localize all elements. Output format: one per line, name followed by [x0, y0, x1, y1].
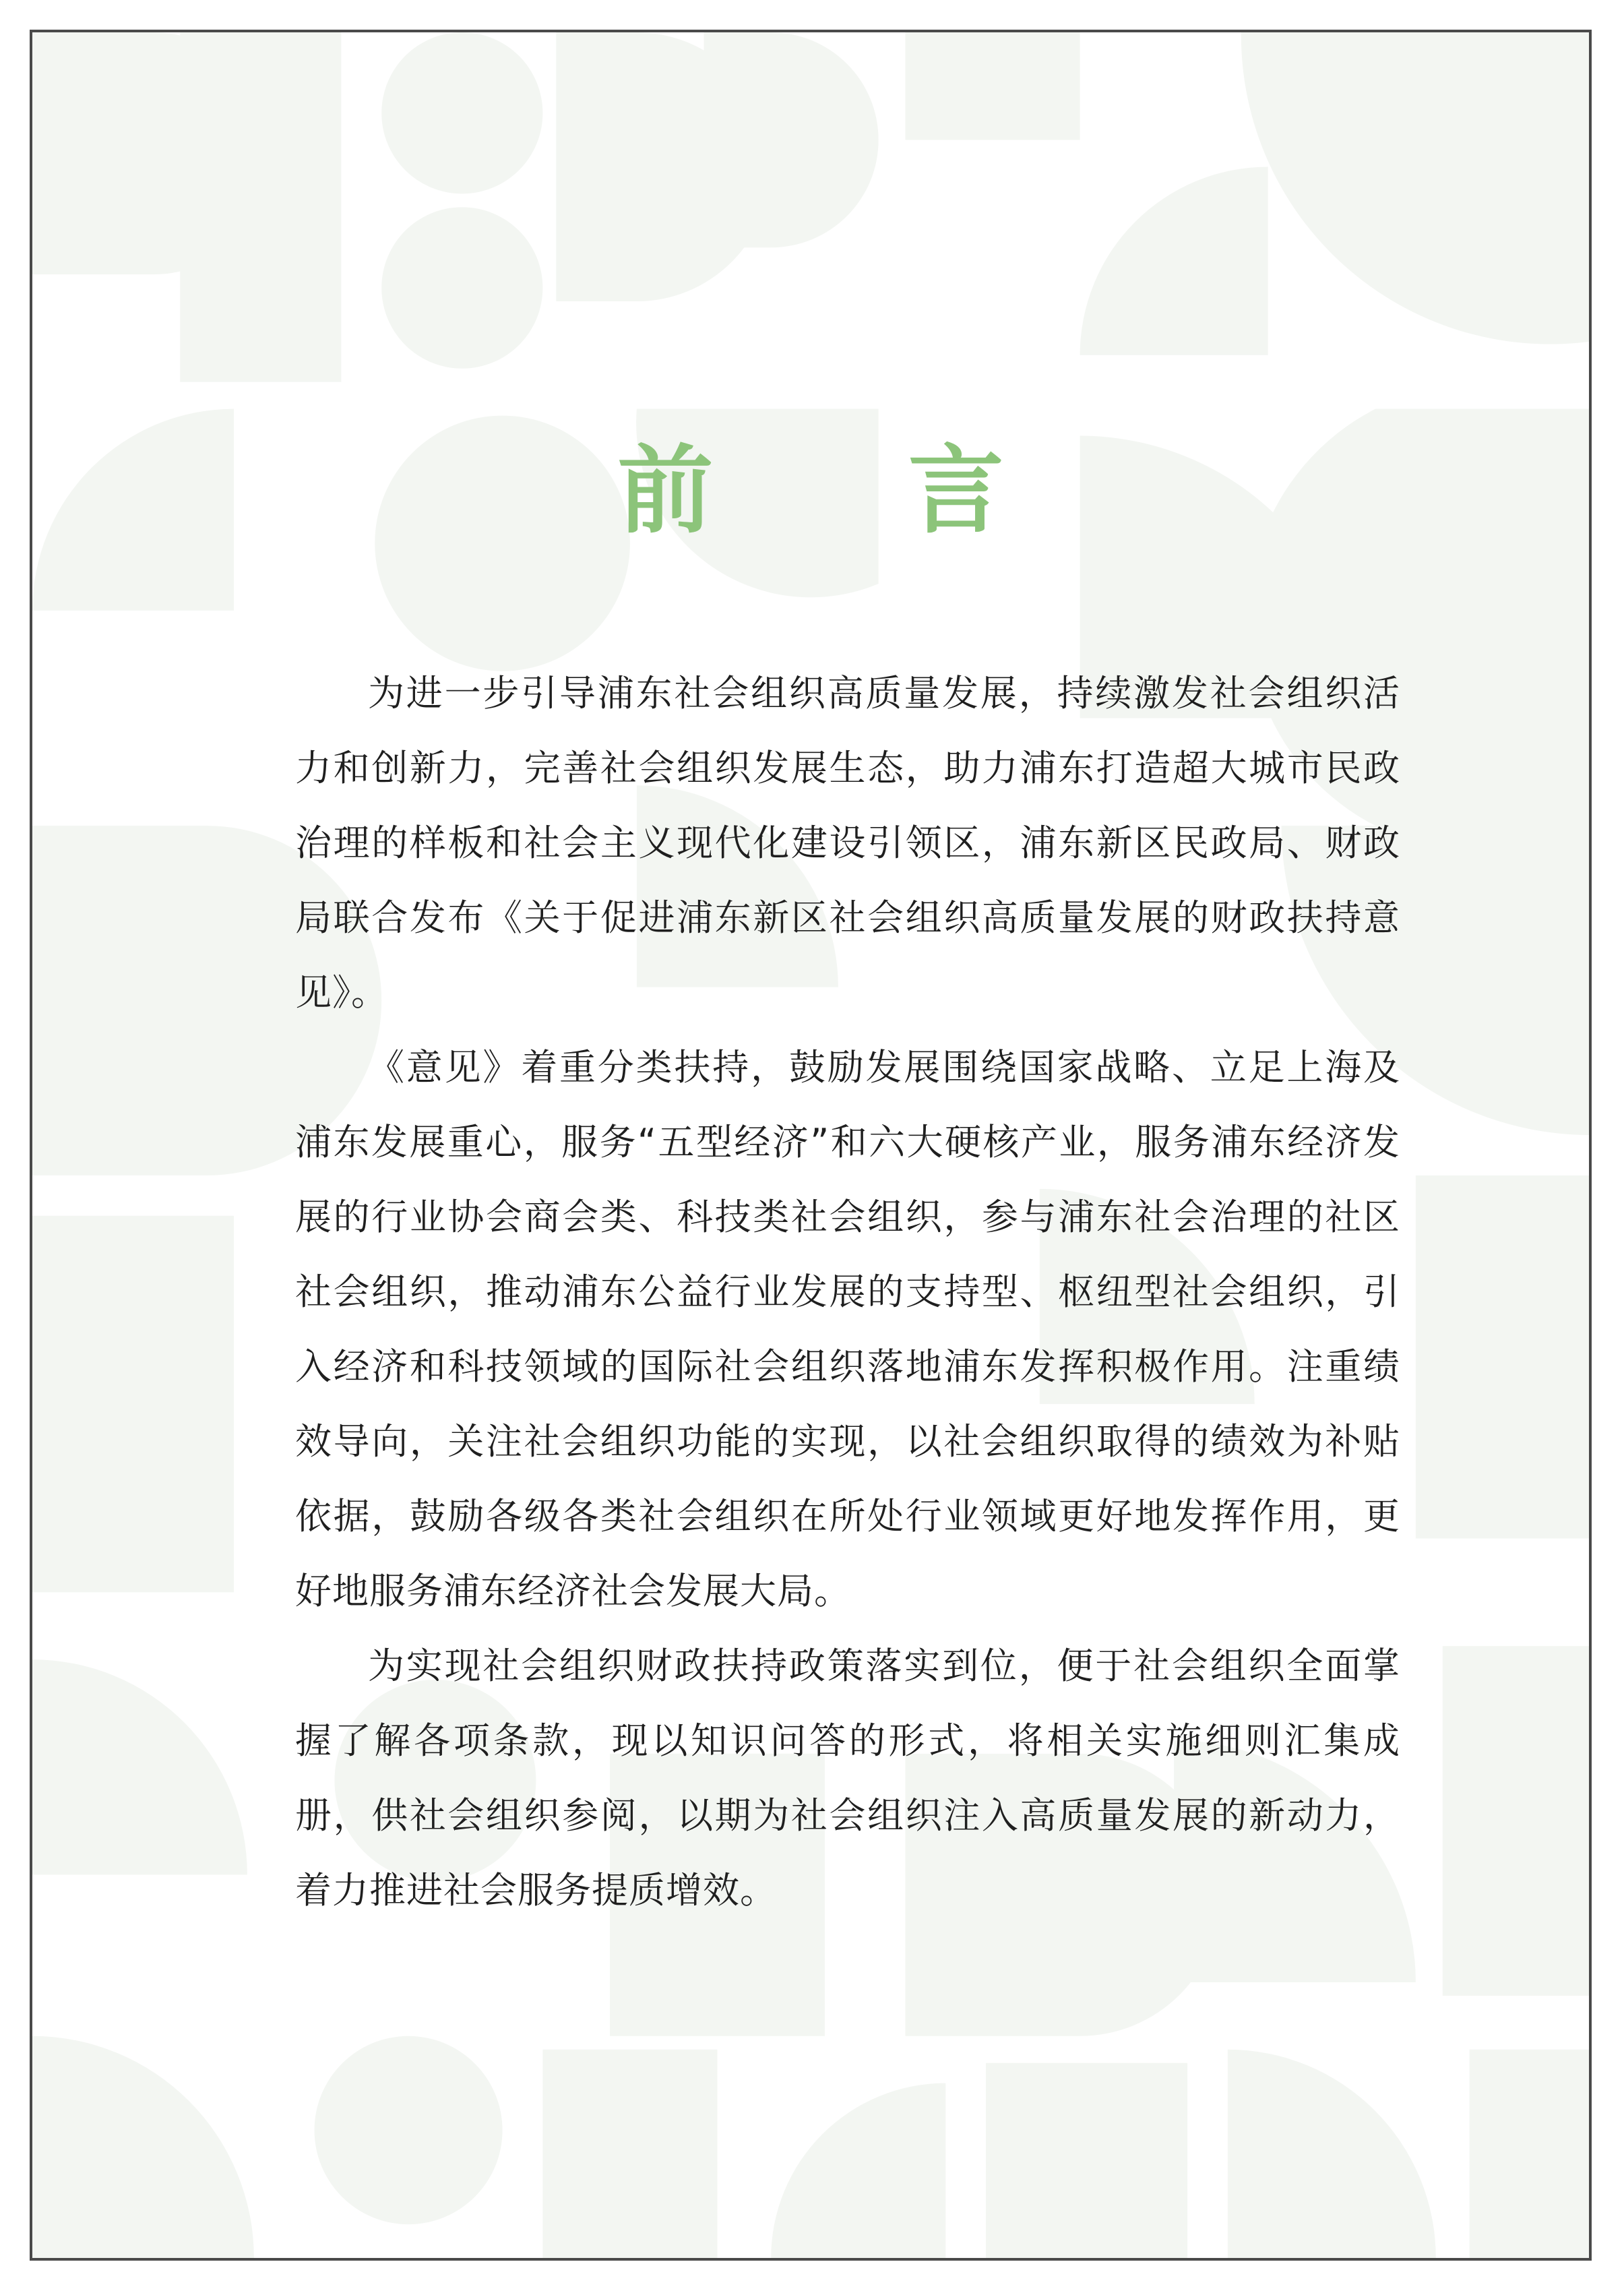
paragraph-1: 为进一步引导浦东社会组织高质量发展，持续激发社会组织活力和创新力，完善社会组织发展生态，助力浦东打造超大城市民政治理的样板和社会主义现代化建设引领区，浦东新区民政局、财政局联合发布《关于促进浦东新区社会组织高质量发展的财政扶持意见》。	[295, 672, 1400, 1014]
preface-content	[32, 32, 1589, 2258]
paragraph-2: 《意见》着重分类扶持，鼓励发展围绕国家战略、立足上海及浦东发展重心，服务“五型经济”和六大硬核产业，服务浦东经济发展的行业协会商会类、科技类社会组织，参与浦东社会治理的社区社会组织，推动浦东公益行业发展的支持型、枢纽型社会组织，引入经济和科技领域的国际社会组织落地浦东发挥积极作用。注重绩效导向，关注社会组织功能的实现，以社会组织取得的绩效为补贴依据，鼓励各级各类社会组织在所处行业领域更好地发挥作用，更好地服务浦东经济社会发展大局。	[295, 1046, 1400, 1612]
paragraph-3: 为实现社会组织财政扶持政策落实到位，便于社会组织全面掌握了解各项条款，现以知识问答的形式，将相关实施细则汇集成册，供社会组织参阅，以期为社会组织注入高质量发展的新动力，着力推进社会服务提质增效。	[295, 1645, 1400, 1912]
page-frame	[30, 30, 1592, 2261]
preface-body	[295, 656, 1400, 1928]
page-title: 前 言	[617, 435, 1085, 547]
